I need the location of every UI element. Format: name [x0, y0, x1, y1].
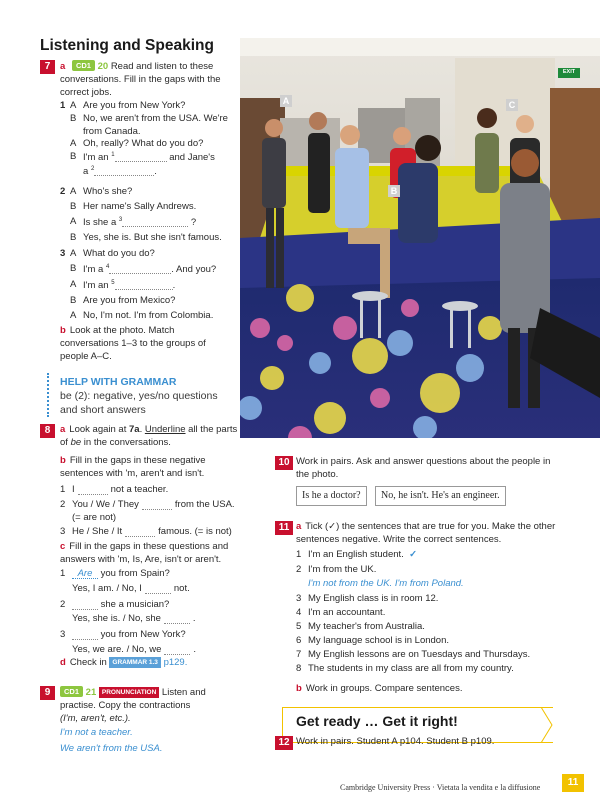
photo-label-c: C: [506, 99, 518, 111]
exercise-9: 9: [40, 686, 55, 700]
exercise-12: 12: [275, 736, 293, 750]
speech-bubble-answer: No, he isn't. He's an engineer.: [375, 486, 506, 506]
conversation-2: 2 A Who's she? B Her name's Sally Andrews. A Is she a $^3$ ? B Yes, she is. But she isn't famous.: [60, 186, 222, 243]
cd-badge: CD1: [72, 60, 95, 71]
conversation-1: 1 A Are you from New York? B No, we aren't from the USA. We're from Canada. A Oh, really? What do you do? B I'm an $^1$ and Jane's a $^2$ .: [60, 100, 228, 178]
track-number: 20: [97, 61, 109, 72]
exit-sign-text: EXIT: [562, 69, 576, 75]
exercise-7b: b Look at the photo. Match conversations 1–3 to the groups of people A–C.: [60, 325, 206, 362]
exercise-11a: a Tick (✓) the sentences that are true for you. Make the other sentences negative. Write the correct sentences.: [296, 521, 556, 545]
exercise-10-instruction: Work in pairs. Ask and answer questions about the people in the photo.: [296, 456, 551, 480]
gap-3[interactable]: [122, 216, 188, 227]
gap-4[interactable]: [109, 263, 171, 274]
exercise-10: 10: [275, 456, 293, 470]
exercise-9-instruction: CD1 21 PRONUNCIATION Listen and practise. Copy the contractions (I'm, aren't, etc.).: [60, 687, 206, 724]
exercise-8b: b Fill in the gaps in these negative sentences with 'm, aren't and isn't.: [60, 455, 206, 479]
exercise-12-instruction: Work in pairs. Student A p104. Student B p109.: [296, 736, 495, 747]
exercise-11: 11: [275, 521, 293, 535]
exercise-8d: d Check in GRAMMAR 1.3 p129.: [60, 657, 188, 668]
exercise-7a-instruction: a CD1 20 Read and listen to these conversations. Fill in the gaps with the correct jobs.: [60, 61, 221, 98]
gap-2[interactable]: [94, 165, 154, 176]
grammar-reference-badge[interactable]: GRAMMAR 1.3: [109, 657, 161, 668]
page-title: Listening and Speaking: [40, 37, 214, 54]
grammar-divider: [47, 373, 55, 417]
footer-text: Cambridge University Press · Vietata la vendita e la diffusione: [340, 783, 541, 792]
classroom-photo: [240, 38, 600, 438]
exercise-8c-items: 1 Are you from Spain? Yes, I am. / No, I not. 2 she a musician? Yes, she is. / No, she . 3 you from New York? Yes, we are. / No, we .: [60, 568, 197, 656]
pronunciation-badge: PRONUNCIATION: [99, 687, 159, 698]
exercise-11b: b Work in groups. Compare sentences.: [296, 683, 463, 694]
page-number: 11: [562, 774, 584, 792]
help-with-grammar: HELP WITH GRAMMAR be (2): negative, yes/no questions and short answers: [60, 376, 218, 417]
cd-badge: CD1: [60, 686, 83, 697]
exercise-8c: c Fill in the gaps in these questions and answers with 'm, Is, Are, isn't or aren't.: [60, 541, 229, 565]
get-ready-title: Get ready … Get it right!: [296, 713, 458, 729]
tick-icon: ✓: [409, 549, 418, 560]
exercise-8a: a Look again at 7a. Underline all the parts of be in the conversations.: [60, 424, 238, 448]
exercise-8b-items: 1 I not a teacher. 2 You / We / They from the USA. (= are not) 3 He / She / It famous. (= is not): [60, 484, 235, 538]
speech-bubble-question: Is he a doctor?: [296, 486, 367, 506]
track-number: 21: [85, 687, 97, 698]
grammar-page-link[interactable]: p129.: [163, 657, 188, 668]
conversation-3: 3 A What do you do? B I'm a $^4$ . And you? A I'm an $^5$ . B Are you from Mexico? A No, I'm not. I'm from Colombia.: [60, 248, 217, 321]
exercise-number: 7: [40, 60, 55, 74]
gap-5[interactable]: [115, 279, 173, 290]
exercise-9-example-2: We aren't from the USA.: [60, 743, 163, 754]
exercise-8: 8: [40, 424, 55, 438]
exercise-9-example-1: I'm not a teacher.: [60, 727, 133, 738]
exercise-11-list: 1 I'm an English student. ✓ 2 I'm from the UK. I'm not from the UK. I'm from Poland. 3 My English class is in room 12. 4 I'm an accountant. 5 My teacher's from Australia. 6 My language school is in London. 7 My English lessons are on Tuesdays and Thursdays. 8 The students in my class are all from my country.: [296, 549, 531, 674]
gap-1[interactable]: [115, 151, 167, 162]
photo-label-b: B: [388, 185, 400, 197]
photo-label-a: A: [280, 95, 292, 107]
